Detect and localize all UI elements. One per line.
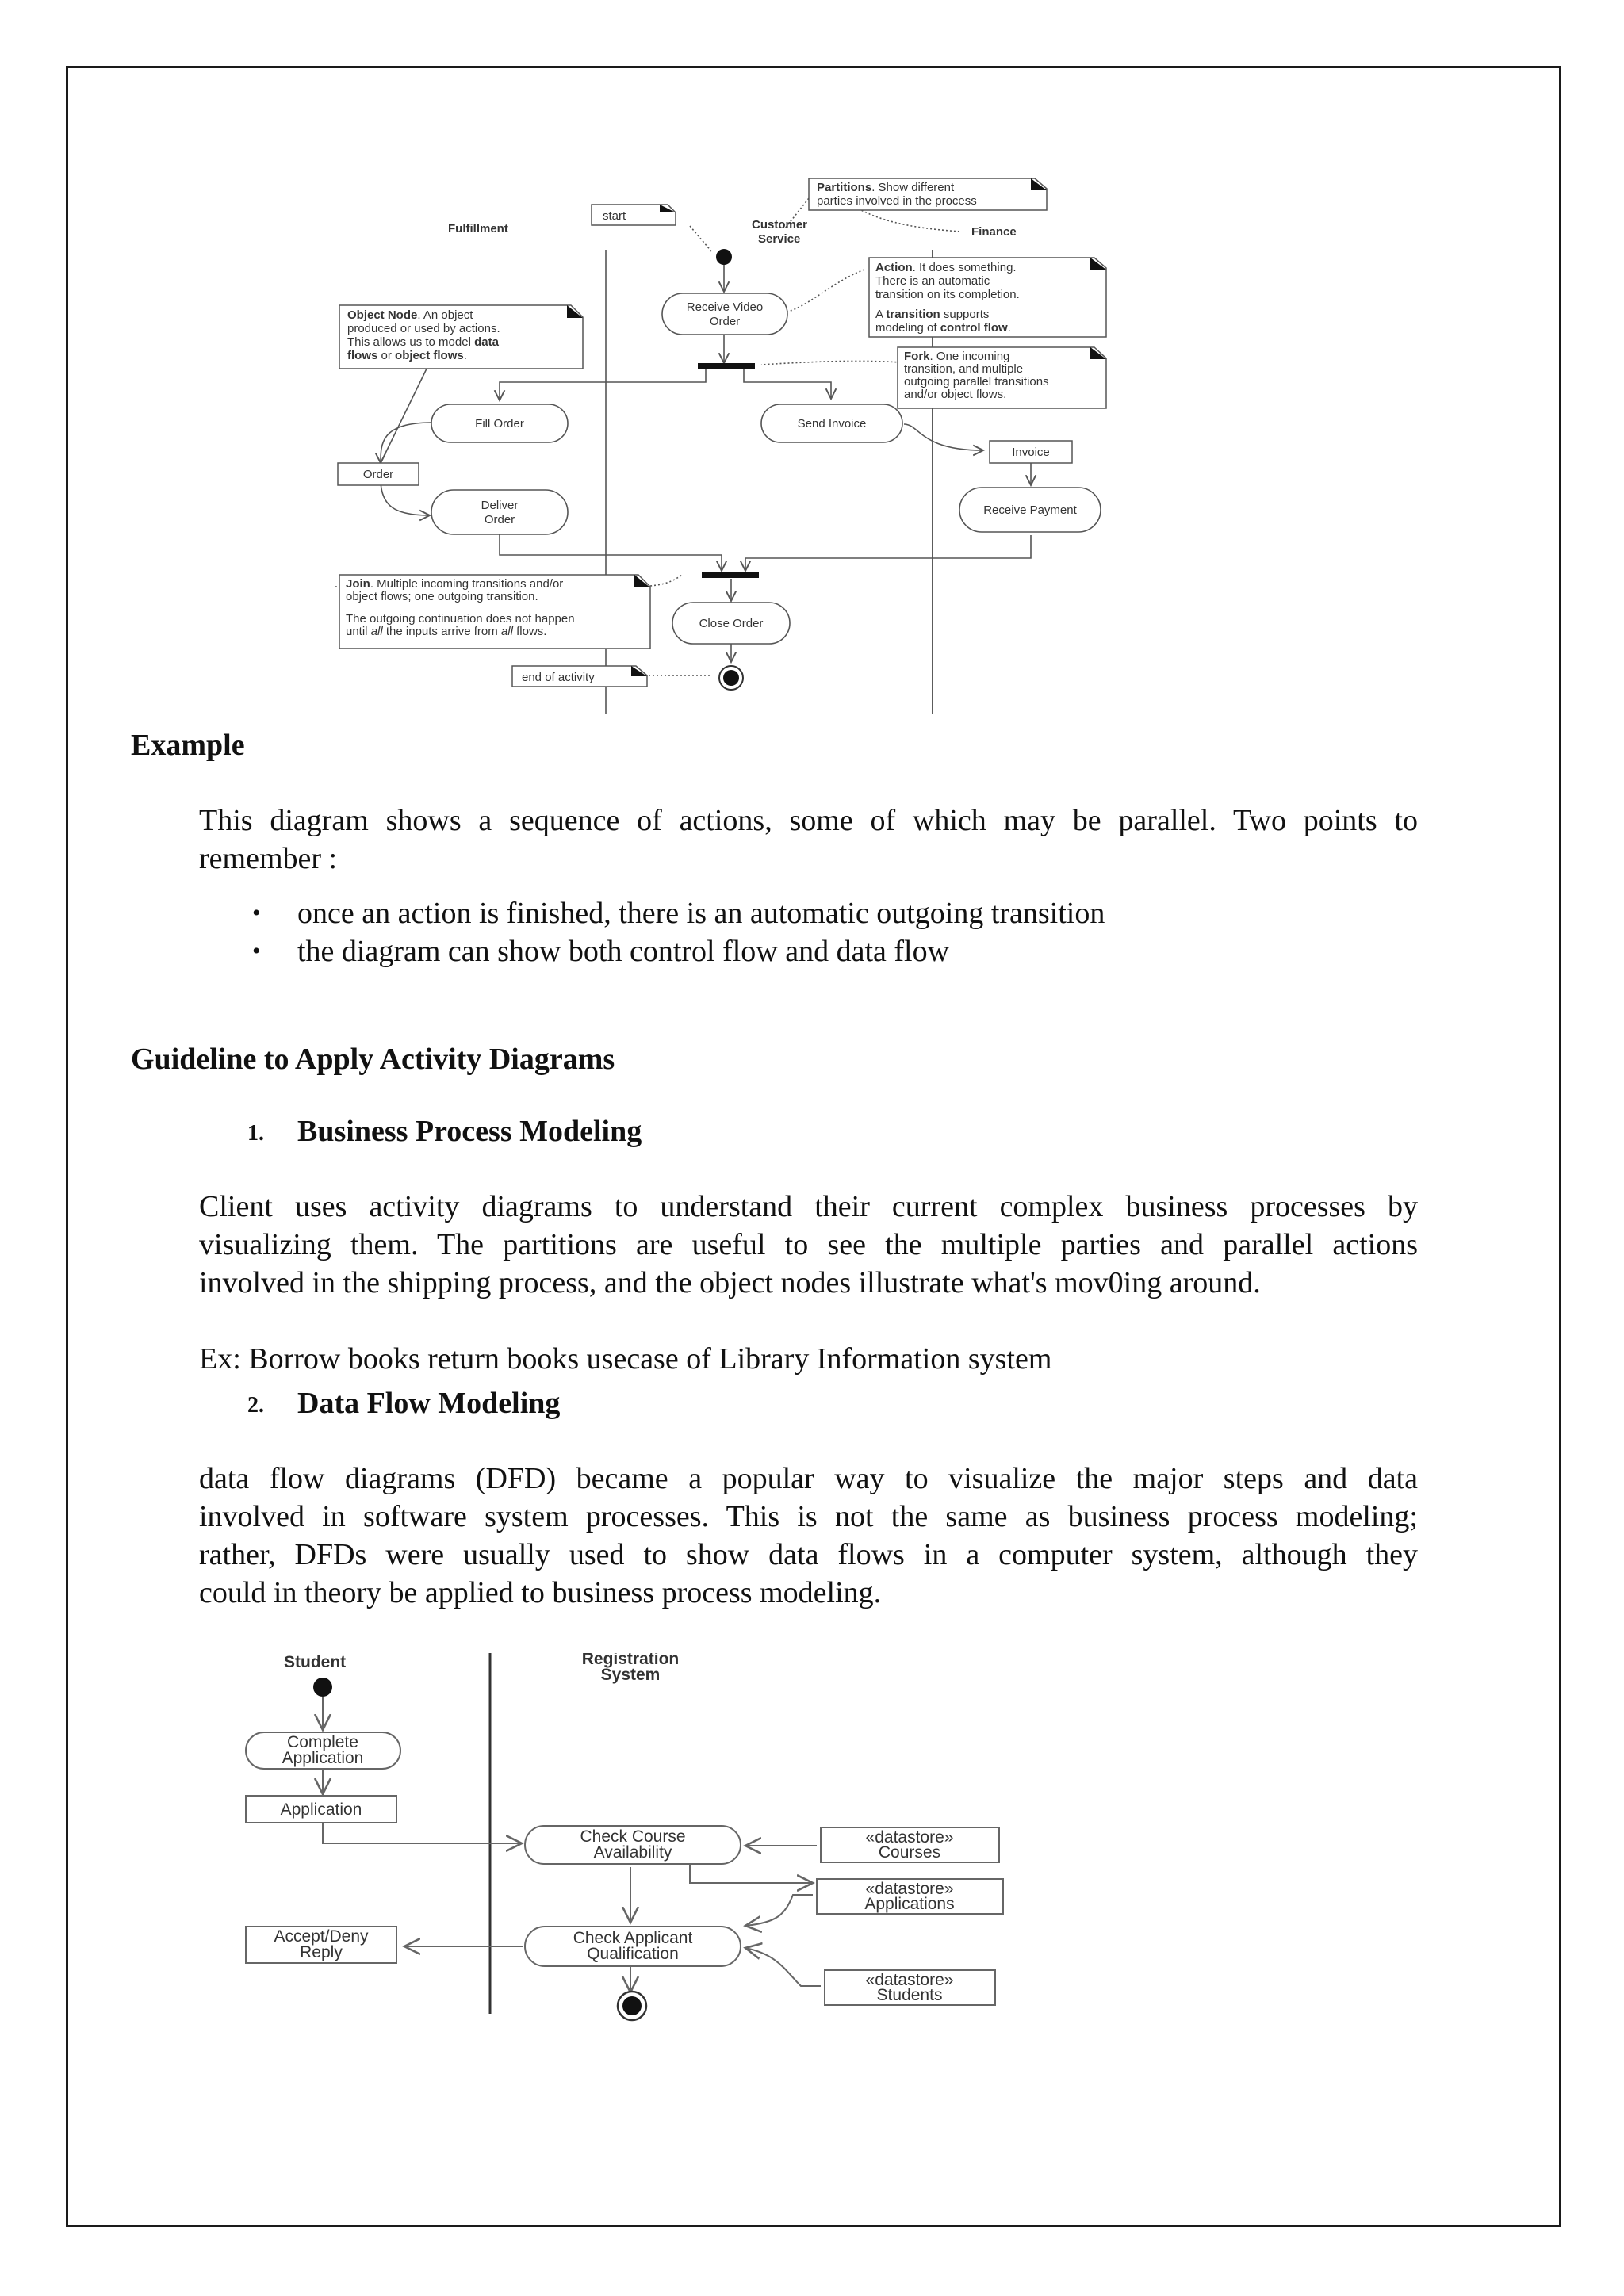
svg-text:and/or object flows.: and/or object flows. — [904, 388, 1007, 401]
example-heading: Example — [131, 729, 245, 762]
note-start — [592, 205, 676, 225]
svg-text:«datastore»: «datastore» — [865, 1828, 954, 1846]
paragraph-line: involved in software system processes. This is not the same as business process modeling; — [199, 1500, 1418, 1533]
svg-text:Deliver: Deliver — [481, 499, 519, 512]
svg-text:produced or used by actions.: produced or used by actions. — [347, 322, 500, 335]
action-check-course-availability — [525, 1826, 741, 1864]
svg-text:Join. Multiple incoming transi: Join. Multiple incoming transitions and/or — [346, 577, 564, 591]
svg-text:The outgoing continuation does: The outgoing continuation does not happen — [346, 612, 575, 626]
svg-text:A transition supports: A transition supports — [875, 308, 990, 321]
svg-text:Availability: Availability — [593, 1843, 672, 1862]
partition-label-service: Service — [758, 232, 801, 246]
svg-text:until all the inputs arrive fr: until all the inputs arrive from all flows. — [346, 625, 547, 638]
activity-diagram-registration — [238, 1653, 1031, 2026]
start-node — [716, 249, 732, 265]
svg-text:start: start — [603, 209, 626, 223]
svg-text:Receive Payment: Receive Payment — [983, 503, 1077, 517]
svg-text:Receive Video: Receive Video — [686, 300, 764, 314]
svg-text:Close Order: Close Order — [699, 617, 764, 630]
fork-bar — [698, 363, 755, 369]
action-receive-video-order — [662, 293, 787, 335]
example-line: Ex: Borrow books return books usecase of Library Information system — [199, 1342, 1052, 1376]
note-partitions — [809, 178, 1047, 210]
action-close-order — [672, 603, 790, 644]
object-node-order — [338, 463, 419, 485]
svg-text:outgoing parallel transitions: outgoing parallel transitions — [904, 375, 1049, 388]
svg-text:Order: Order — [709, 315, 741, 328]
paragraph-line: rather, DFDs were usually used to show data flows in a computer system, although they — [199, 1538, 1418, 1571]
list-number: 1. — [247, 1121, 264, 1146]
svg-text:Check Applicant: Check Applicant — [573, 1929, 693, 1947]
svg-text:flows or object flows.: flows or object flows. — [347, 349, 467, 362]
svg-text:Applications: Applications — [864, 1895, 955, 1913]
paragraph-line: could in theory be applied to business process modeling. — [199, 1576, 882, 1609]
svg-text:Students: Students — [876, 1986, 943, 2004]
svg-text:Send Invoice: Send Invoice — [797, 417, 867, 430]
partition-label-student: Student — [284, 1653, 347, 1671]
subheading-data-flow-modeling: Data Flow Modeling — [297, 1387, 561, 1420]
svg-text:Check Course: Check Course — [580, 1827, 686, 1846]
svg-text:Courses: Courses — [878, 1843, 941, 1862]
note-object-node — [339, 305, 583, 369]
action-receive-payment — [959, 488, 1101, 532]
note-end-of-activity — [512, 666, 647, 687]
svg-text:modeling of control flow.: modeling of control flow. — [875, 321, 1011, 335]
action-send-invoice — [761, 404, 902, 442]
partition-label-customer: Customer — [752, 218, 808, 232]
svg-text:transition, and multiple: transition, and multiple — [904, 362, 1024, 376]
paragraph-line: Client uses activity diagrams to understand their current complex business processes by — [199, 1190, 1418, 1223]
action-complete-application — [246, 1732, 400, 1769]
svg-text:This allows us to model data: This allows us to model data — [347, 335, 499, 349]
svg-text:Order: Order — [484, 513, 515, 526]
datastore-courses — [821, 1827, 999, 1862]
note-join — [339, 575, 650, 649]
join-bar — [702, 572, 759, 578]
action-deliver-order — [431, 490, 568, 534]
datastore-students — [825, 1970, 995, 2005]
bullet-item: once an action is finished, there is an automatic outgoing transition — [297, 897, 1105, 930]
object-node-accept-deny-reply — [246, 1927, 396, 1963]
svg-text:Partitions. Show different: Partitions. Show different — [817, 181, 955, 194]
datastore-applications — [817, 1879, 1003, 1914]
partition-label-finance: Finance — [971, 225, 1017, 239]
note-action — [869, 258, 1106, 337]
svg-text:Application: Application — [282, 1749, 364, 1767]
svg-text:There is an automatic: There is an automatic — [875, 274, 990, 288]
svg-text:Accept/Deny: Accept/Deny — [274, 1927, 369, 1946]
svg-text:object flows; one outgoing tra: object flows; one outgoing transition. — [346, 590, 538, 603]
bullet-marker: • — [252, 900, 261, 926]
paragraph-line: data flow diagrams (DFD) became a popular way to visualize the major steps and data — [199, 1462, 1418, 1495]
bullet-marker: • — [252, 938, 261, 964]
svg-text:Qualification: Qualification — [587, 1945, 679, 1963]
object-node-application — [246, 1796, 396, 1823]
svg-text:Fill Order: Fill Order — [475, 417, 524, 430]
start-node — [313, 1678, 332, 1697]
svg-text:Complete: Complete — [287, 1733, 358, 1751]
list-number: 2. — [247, 1393, 264, 1418]
example-paragraph-line: This diagram shows a sequence of actions, some of which may be parallel. Two points to — [199, 804, 1418, 837]
object-node-invoice — [990, 441, 1072, 463]
bullet-item: the diagram can show both control flow and data flow — [297, 935, 950, 968]
svg-text:end of activity: end of activity — [522, 671, 595, 684]
activity-diagram-video-order — [333, 174, 1110, 721]
svg-text:Fork. One incoming: Fork. One incoming — [904, 350, 1010, 363]
svg-text:Action. It does something.: Action. It does something. — [875, 261, 1017, 274]
action-check-applicant-qualification — [525, 1927, 741, 1966]
svg-text:Application: Application — [280, 1800, 362, 1819]
svg-text:parties involved in the proces: parties involved in the process — [817, 194, 977, 208]
guideline-heading: Guideline to Apply Activity Diagrams — [131, 1043, 615, 1076]
paragraph-line: involved in the shipping process, and the object nodes illustrate what's mov0ing around. — [199, 1266, 1261, 1299]
end-node — [618, 1992, 646, 2020]
example-paragraph-line: remember : — [199, 842, 338, 875]
svg-text:Invoice: Invoice — [1012, 446, 1050, 459]
partition-label-system: System — [600, 1666, 661, 1684]
svg-text:Reply: Reply — [300, 1943, 343, 1961]
partition-label-fulfillment: Fulfillment — [448, 222, 508, 235]
svg-text:«datastore»: «datastore» — [865, 1971, 954, 1989]
svg-text:transition on its completion.: transition on its completion. — [875, 288, 1020, 301]
subheading-business-process-modeling: Business Process Modeling — [297, 1115, 642, 1148]
action-fill-order — [431, 404, 568, 442]
svg-text:Object Node. An object: Object Node. An object — [347, 308, 473, 322]
note-fork — [898, 347, 1106, 408]
svg-text:«datastore»: «datastore» — [865, 1880, 954, 1898]
end-node — [719, 666, 743, 690]
paragraph-line: visualizing them. The partitions are useful to see the multiple parties and parallel actions — [199, 1228, 1418, 1261]
svg-text:Order: Order — [362, 468, 394, 481]
partition-label-registration: Registration — [581, 1653, 680, 1668]
